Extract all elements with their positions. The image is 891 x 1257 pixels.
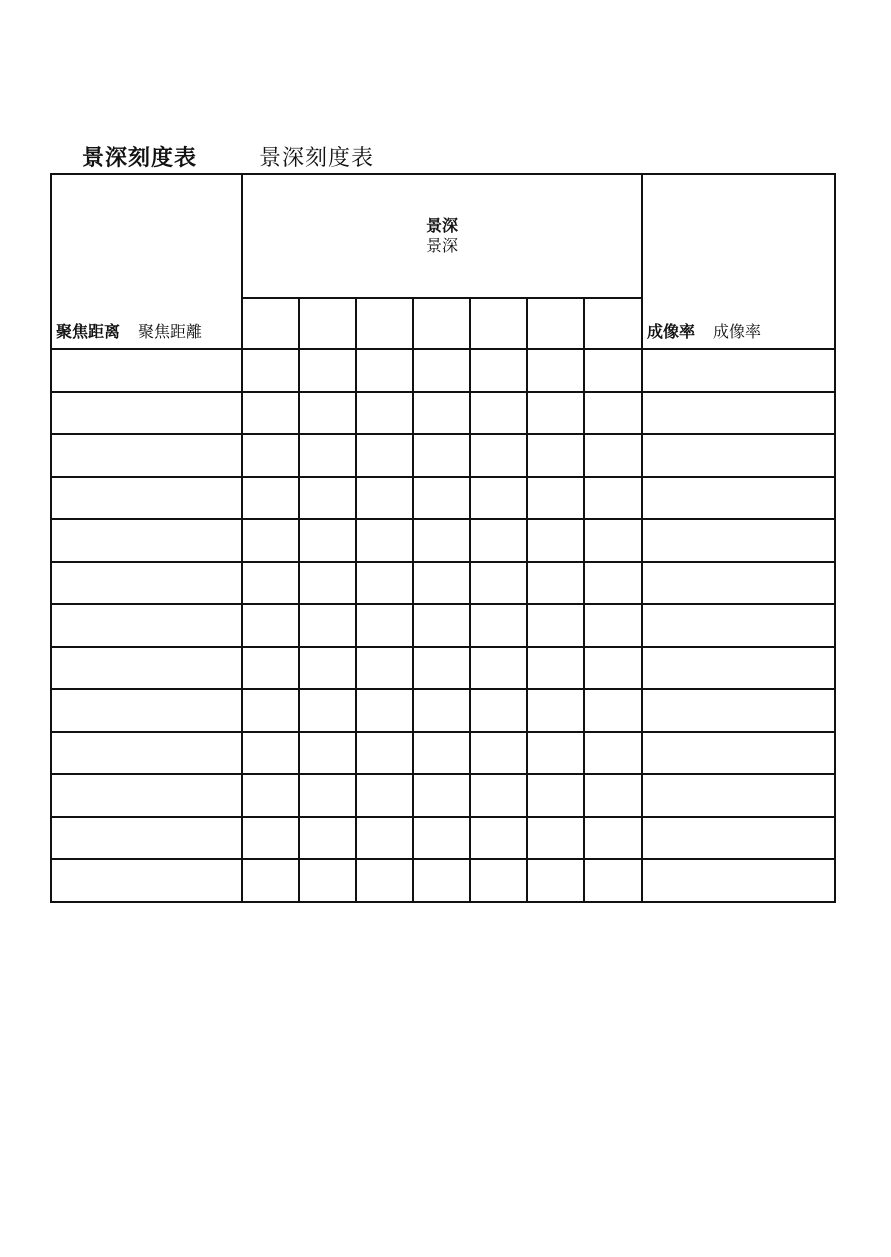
focus-distance-cell	[51, 859, 242, 902]
depth-of-field-cell	[356, 434, 413, 477]
magnification-cell	[642, 604, 835, 647]
depth-of-field-cell	[242, 519, 299, 562]
depth-of-field-cell	[356, 647, 413, 690]
depth-of-field-subheader-cell	[299, 298, 356, 349]
table-row	[51, 689, 835, 732]
depth-of-field-cell	[356, 562, 413, 605]
depth-of-field-cell	[299, 562, 356, 605]
focus-distance-label: 聚焦距离	[56, 322, 121, 341]
depth-of-field-cell	[584, 392, 642, 435]
depth-of-field-cell	[470, 689, 527, 732]
depth-of-field-cell	[242, 349, 299, 392]
depth-of-field-cell	[470, 477, 527, 520]
depth-of-field-cell	[584, 817, 642, 860]
focus-distance-cell	[51, 817, 242, 860]
depth-of-field-cell	[470, 604, 527, 647]
depth-of-field-cell	[242, 477, 299, 520]
depth-of-field-cell	[470, 817, 527, 860]
title-row	[82, 141, 374, 171]
focus-distance-cell	[51, 774, 242, 817]
table-row	[51, 349, 835, 392]
table-row	[51, 477, 835, 520]
depth-of-field-cell	[242, 859, 299, 902]
depth-of-field-cell	[527, 562, 584, 605]
depth-of-field-cell	[470, 859, 527, 902]
depth-of-field-cell	[413, 647, 470, 690]
magnification-cell	[642, 519, 835, 562]
depth-of-field-cell	[584, 647, 642, 690]
depth-of-field-cell	[299, 859, 356, 902]
magnification-cell	[642, 689, 835, 732]
depth-of-field-cell	[584, 477, 642, 520]
magnification-cell	[642, 647, 835, 690]
table-row	[51, 859, 835, 902]
depth-of-field-cell	[356, 392, 413, 435]
table-row	[51, 434, 835, 477]
depth-of-field-cell	[527, 689, 584, 732]
page-title-secondary: 景深刻度表	[259, 145, 375, 171]
magnification-cell	[642, 774, 835, 817]
focus-distance-cell	[51, 434, 242, 477]
depth-of-field-cell	[242, 604, 299, 647]
depth-of-field-cell	[470, 434, 527, 477]
depth-of-field-subheader-cell	[470, 298, 527, 349]
depth-of-field-cell	[242, 732, 299, 775]
depth-of-field-cell	[527, 859, 584, 902]
depth-of-field-cell	[356, 604, 413, 647]
depth-of-field-cell	[470, 647, 527, 690]
depth-of-field-cell	[356, 519, 413, 562]
depth-of-field-cell	[413, 477, 470, 520]
depth-of-field-cell	[413, 349, 470, 392]
depth-of-field-cell	[242, 562, 299, 605]
focus-distance-cell	[51, 392, 242, 435]
depth-of-field-cell	[584, 689, 642, 732]
focus-distance-cell	[51, 519, 242, 562]
depth-of-field-cell	[299, 774, 356, 817]
page-title: 景深刻度表	[82, 145, 198, 171]
focus-distance-label-secondary: 聚焦距離	[138, 322, 203, 341]
depth-of-field-cell	[413, 434, 470, 477]
depth-of-field-subheader-cell	[242, 298, 299, 349]
depth-of-field-cell	[299, 349, 356, 392]
focus-distance-cell	[51, 604, 242, 647]
depth-of-field-cell	[527, 604, 584, 647]
depth-of-field-cell	[413, 774, 470, 817]
depth-of-field-subheader-cell	[413, 298, 470, 349]
depth-of-field-cell	[413, 519, 470, 562]
focus-distance-cell	[51, 477, 242, 520]
depth-of-field-cell	[527, 349, 584, 392]
magnification-cell	[642, 732, 835, 775]
depth-of-field-cell	[584, 859, 642, 902]
table-row	[51, 519, 835, 562]
depth-of-field-cell	[356, 689, 413, 732]
table-row	[51, 604, 835, 647]
depth-of-field-cell	[584, 774, 642, 817]
depth-of-field-cell	[299, 817, 356, 860]
depth-of-field-cell	[242, 689, 299, 732]
table-row	[51, 817, 835, 860]
focus-distance-cell	[51, 689, 242, 732]
magnification-header	[642, 174, 835, 349]
focus-distance-cell	[51, 349, 242, 392]
depth-of-field-cell	[299, 689, 356, 732]
depth-of-field-cell	[299, 434, 356, 477]
focus-distance-cell	[51, 732, 242, 775]
depth-of-field-cell	[413, 859, 470, 902]
depth-of-field-cell	[299, 477, 356, 520]
depth-of-field-label: 景深	[425, 216, 458, 235]
magnification-label-secondary: 成像率	[713, 322, 762, 341]
depth-of-field-cell	[527, 434, 584, 477]
depth-of-field-cell	[470, 562, 527, 605]
depth-of-field-header	[242, 174, 642, 298]
depth-of-field-cell	[356, 859, 413, 902]
depth-of-field-label-secondary: 景深	[425, 236, 458, 255]
focus-distance-header	[51, 174, 242, 349]
depth-of-field-cell	[356, 349, 413, 392]
header-row-top	[51, 174, 835, 298]
depth-of-field-cell	[356, 774, 413, 817]
depth-of-field-subheader-cell	[527, 298, 584, 349]
magnification-cell	[642, 859, 835, 902]
depth-of-field-cell	[470, 732, 527, 775]
depth-of-field-cell	[413, 604, 470, 647]
depth-of-field-cell	[584, 604, 642, 647]
depth-of-field-cell	[527, 774, 584, 817]
magnification-cell	[642, 562, 835, 605]
depth-of-field-cell	[584, 519, 642, 562]
depth-of-field-cell	[527, 392, 584, 435]
depth-of-field-cell	[356, 732, 413, 775]
magnification-cell	[642, 817, 835, 860]
depth-of-field-cell	[356, 477, 413, 520]
depth-of-field-cell	[470, 349, 527, 392]
focus-distance-cell	[51, 647, 242, 690]
table-row	[51, 774, 835, 817]
depth-of-field-cell	[242, 647, 299, 690]
depth-of-field-cell	[299, 647, 356, 690]
table-row	[51, 647, 835, 690]
depth-of-field-cell	[299, 604, 356, 647]
magnification-label: 成像率	[647, 322, 696, 341]
magnification-cell	[642, 434, 835, 477]
table-row	[51, 562, 835, 605]
depth-of-field-cell	[470, 519, 527, 562]
depth-of-field-cell	[413, 689, 470, 732]
depth-of-field-cell	[413, 562, 470, 605]
depth-of-field-cell	[470, 774, 527, 817]
table-row	[51, 732, 835, 775]
depth-of-field-cell	[527, 732, 584, 775]
depth-of-field-cell	[584, 434, 642, 477]
depth-of-field-cell	[584, 562, 642, 605]
depth-of-field-cell	[299, 392, 356, 435]
magnification-cell	[642, 392, 835, 435]
depth-of-field-cell	[413, 817, 470, 860]
depth-of-field-cell	[413, 732, 470, 775]
magnification-cell	[642, 349, 835, 392]
depth-of-field-cell	[527, 519, 584, 562]
depth-of-field-cell	[584, 732, 642, 775]
depth-of-field-cell	[242, 774, 299, 817]
depth-of-field-cell	[584, 349, 642, 392]
depth-of-field-subheader-cell	[356, 298, 413, 349]
depth-of-field-table	[50, 173, 836, 903]
magnification-cell	[642, 477, 835, 520]
depth-of-field-cell	[242, 392, 299, 435]
depth-of-field-cell	[413, 392, 470, 435]
focus-distance-cell	[51, 562, 242, 605]
depth-of-field-cell	[299, 519, 356, 562]
depth-of-field-cell	[242, 434, 299, 477]
depth-of-field-cell	[527, 817, 584, 860]
depth-of-field-cell	[356, 817, 413, 860]
table-row	[51, 392, 835, 435]
depth-of-field-cell	[470, 392, 527, 435]
depth-of-field-cell	[527, 647, 584, 690]
depth-of-field-cell	[242, 817, 299, 860]
depth-of-field-cell	[299, 732, 356, 775]
depth-of-field-cell	[527, 477, 584, 520]
depth-of-field-subheader-cell	[584, 298, 642, 349]
